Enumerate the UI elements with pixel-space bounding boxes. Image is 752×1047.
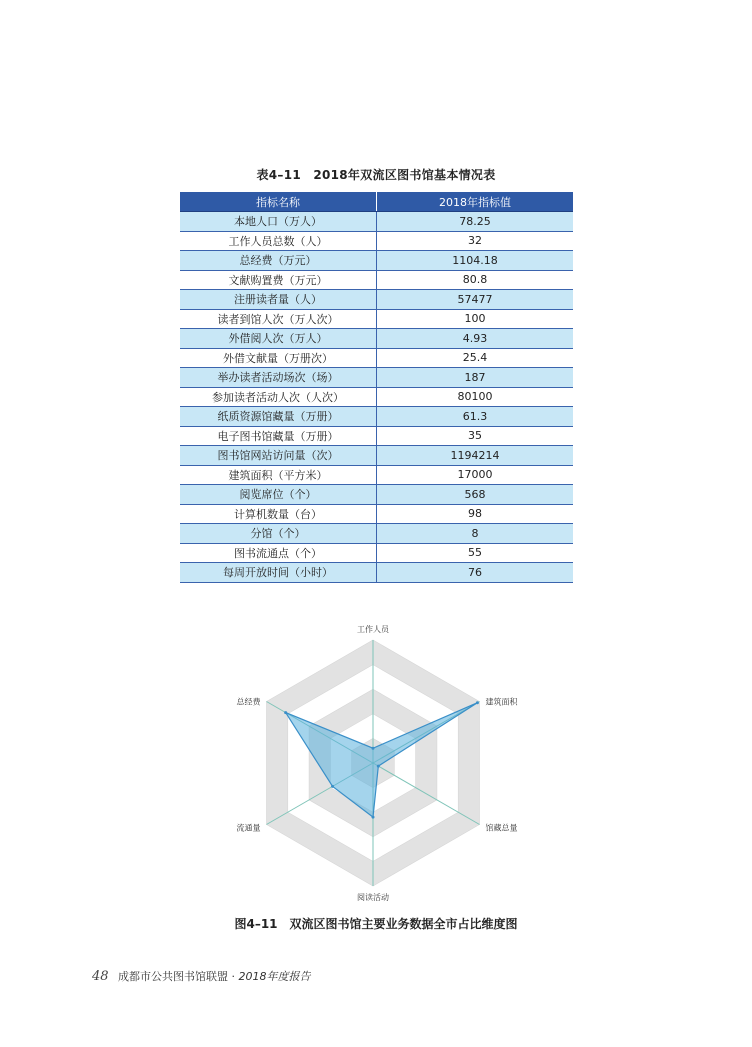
indicator-value-cell: 25.4	[377, 348, 574, 368]
table-row	[180, 446, 573, 466]
table-row	[180, 485, 573, 505]
table-row	[180, 329, 573, 349]
indicator-value-cell: 35	[377, 426, 574, 446]
table-row	[180, 290, 573, 310]
table-row	[180, 543, 573, 563]
radar-axis-label: 流通量	[236, 823, 261, 833]
radar-data-point	[476, 701, 479, 704]
indicator-value-cell: 187	[377, 368, 574, 388]
table-row	[180, 270, 573, 290]
table-header-row	[180, 192, 573, 212]
indicator-name-cell: 阅览席位（个）	[180, 485, 377, 505]
indicator-value-cell: 61.3	[377, 407, 574, 427]
indicator-value-cell: 80.8	[377, 270, 574, 290]
indicator-name-cell: 外借文献量（万册次）	[180, 348, 377, 368]
indicator-value-cell: 17000	[377, 465, 574, 485]
table-row	[180, 251, 573, 271]
indicator-value-cell: 57477	[377, 290, 574, 310]
library-stats-table	[180, 192, 573, 583]
radar-data-point	[331, 785, 334, 788]
table-title: 表4–11 2018年双流区图书馆基本情况表	[256, 168, 496, 182]
radar-axis-label: 建筑面积	[485, 697, 518, 707]
indicator-name-cell: 读者到馆人次（万人次）	[180, 309, 377, 329]
radar-data-point	[284, 711, 287, 714]
header-indicator-value: 2018年指标值	[377, 192, 574, 212]
table-body	[180, 212, 573, 583]
indicator-value-cell: 32	[377, 231, 574, 251]
indicator-value-cell: 4.93	[377, 329, 574, 349]
radar-axis-label: 阅读活动	[357, 893, 389, 902]
radar-data-point	[377, 765, 380, 768]
table-row	[180, 426, 573, 446]
report-subtitle: 2018年度报告	[238, 970, 311, 983]
table-row	[180, 387, 573, 407]
table-row	[180, 504, 573, 524]
table-row	[180, 309, 573, 329]
indicator-name-cell: 纸质资源馆藏量（万册）	[180, 407, 377, 427]
indicator-name-cell: 图书馆网站访问量（次）	[180, 446, 377, 466]
indicator-name-cell: 本地人口（万人）	[180, 212, 377, 232]
table-row	[180, 231, 573, 251]
indicator-value-cell: 55	[377, 543, 574, 563]
table-row	[180, 524, 573, 544]
radar-chart	[160, 615, 590, 915]
indicator-value-cell: 78.25	[377, 212, 574, 232]
indicator-value-cell: 98	[377, 504, 574, 524]
indicator-name-cell: 参加读者活动人次（人次）	[180, 387, 377, 407]
indicator-name-cell: 举办读者活动场次（场）	[180, 368, 377, 388]
table-row	[180, 348, 573, 368]
indicator-name-cell: 工作人员总数（人）	[180, 231, 377, 251]
indicator-name-cell: 总经费（万元）	[180, 251, 377, 271]
footer-separator: ·	[231, 970, 236, 983]
indicator-name-cell: 分馆（个）	[180, 524, 377, 544]
indicator-name-cell: 文献购置费（万元）	[180, 270, 377, 290]
indicator-value-cell: 568	[377, 485, 574, 505]
table-row	[180, 407, 573, 427]
radar-axis-label: 工作人员	[357, 625, 389, 634]
indicator-value-cell: 80100	[377, 387, 574, 407]
page-footer	[92, 968, 311, 984]
radar-axis-label: 馆藏总量	[485, 823, 518, 833]
publication-name: 成都市公共图书馆联盟	[118, 970, 229, 983]
indicator-name-cell: 外借阅人次（万人）	[180, 329, 377, 349]
indicator-name-cell: 电子图书馆藏量（万册）	[180, 426, 377, 446]
indicator-value-cell: 100	[377, 309, 574, 329]
radar-data-point	[372, 816, 375, 819]
figure-caption: 图4–11 双流区图书馆主要业务数据全市占比维度图	[234, 917, 518, 931]
indicator-name-cell: 注册读者量（人）	[180, 290, 377, 310]
header-indicator-name: 指标名称	[180, 192, 377, 212]
indicator-value-cell: 1104.18	[377, 251, 574, 271]
page-number: 48	[92, 969, 109, 984]
indicator-value-cell: 8	[377, 524, 574, 544]
indicator-name-cell: 每周开放时间（小时）	[180, 563, 377, 583]
radar-data-point	[372, 747, 375, 750]
indicator-value-cell: 76	[377, 563, 574, 583]
table-row	[180, 465, 573, 485]
indicator-name-cell: 建筑面积（平方米）	[180, 465, 377, 485]
table-row	[180, 212, 573, 232]
indicator-name-cell: 图书流通点（个）	[180, 543, 377, 563]
table-row	[180, 563, 573, 583]
table-row	[180, 368, 573, 388]
indicator-value-cell: 1194214	[377, 446, 574, 466]
indicator-name-cell: 计算机数量（台）	[180, 504, 377, 524]
radar-axis-label: 总经费	[236, 697, 261, 707]
